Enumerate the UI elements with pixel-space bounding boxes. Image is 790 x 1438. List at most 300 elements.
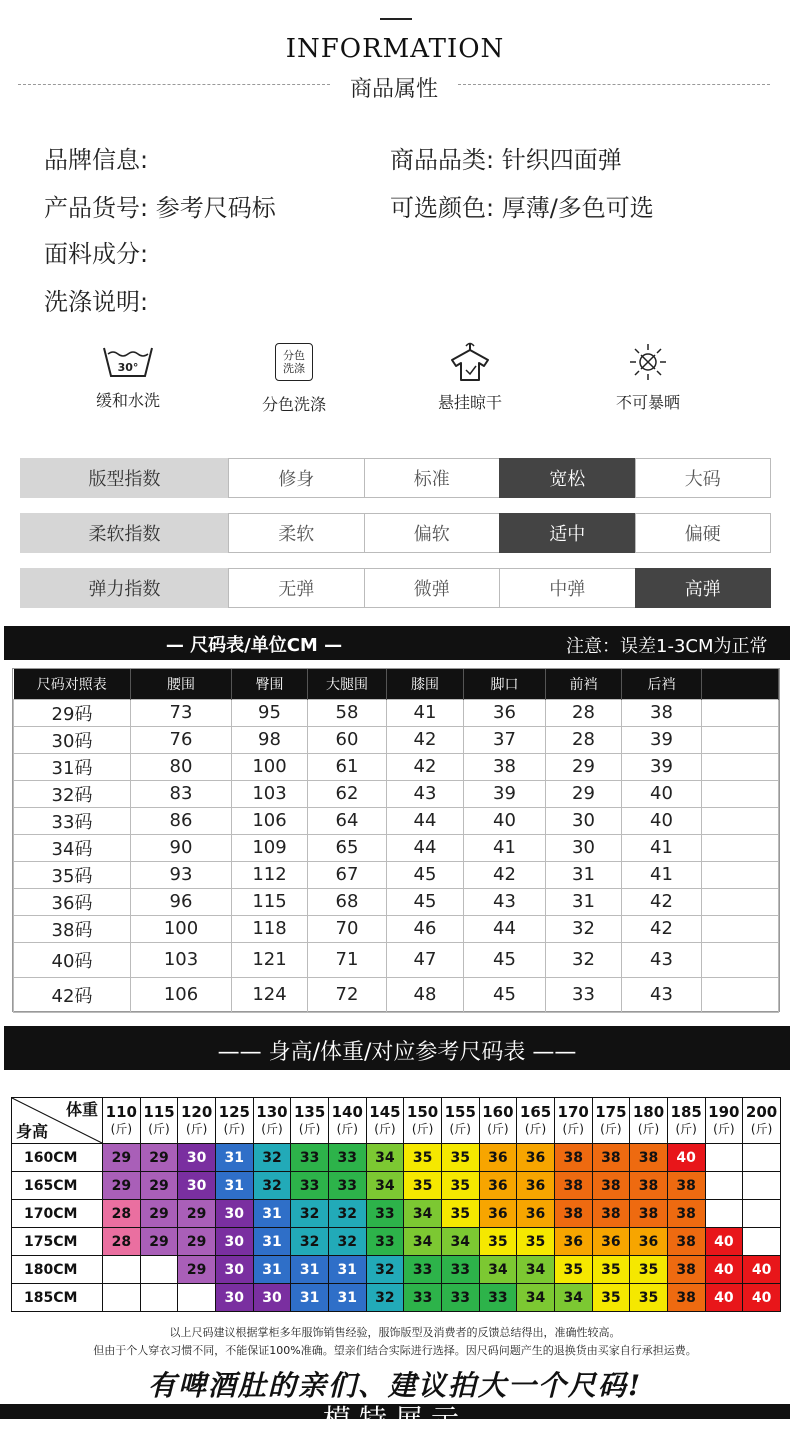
hw-size-cell: 34 [404,1228,442,1256]
hw-size-cell: 30 [215,1256,253,1284]
hw-weight-unit: (斤) [110,1121,133,1136]
hw-size-cell [705,1144,743,1172]
size-notes [0,1324,790,1360]
size-value-cell: 31 [546,888,622,915]
hw-weight-unit: (斤) [261,1121,283,1136]
size-col-header: 后裆 [622,669,702,699]
size-value-cell [702,807,779,834]
hw-corner-cell [12,1098,103,1144]
hw-size-cell: 29 [178,1200,216,1228]
size-value-cell: 45 [464,942,546,977]
size-value-cell [702,780,779,807]
hw-size-cell: 33 [291,1144,329,1172]
note-line: 以上尺码建议根据掌柜多年服饰销售经验，服饰版型及消费者的反馈总结得出，准确性较高。 [169,1326,621,1339]
slogan: 有啤酒肚的亲们、建议拍大一个尺码! [147,1369,643,1402]
size-table-header-row [14,669,779,699]
index-option-selected: 宽松 [499,458,636,498]
hw-size-cell: 31 [291,1284,329,1312]
size-value-cell: 40 [622,780,702,807]
size-table-row [14,726,779,753]
hw-size-cell: 38 [630,1144,668,1172]
size-value-cell: 39 [464,780,546,807]
index-row-softness [20,513,771,553]
hw-size-cell: 36 [517,1200,555,1228]
hw-weight-value: 175 [595,1102,627,1121]
hw-size-cell: 36 [554,1228,592,1256]
hw-table-row [12,1144,781,1172]
size-col-header: 臀围 [232,669,308,699]
hw-height-cell: 175CM [12,1228,103,1256]
hw-size-cell: 34 [366,1172,404,1200]
attr-colors: 可选颜色: 厚薄/多色可选 [390,194,654,222]
size-value-cell: 42 [622,915,702,942]
hw-size-cell: 35 [441,1144,479,1172]
hw-chart-title: —— 身高/体重/对应参考尺码表 —— [217,1040,577,1065]
size-table-row [14,699,779,726]
hw-weight-value: 115 [143,1102,175,1121]
hw-size-cell [103,1284,141,1312]
hw-size-cell: 38 [667,1228,705,1256]
hw-size-cell: 32 [366,1256,404,1284]
hw-weight-header [140,1098,178,1144]
size-value-cell: 45 [387,861,464,888]
size-value-cell: 64 [308,807,387,834]
hw-weight-value: 125 [218,1102,250,1121]
hw-table-row [12,1228,781,1256]
hw-size-cell: 35 [441,1172,479,1200]
hw-weight-unit: (斤) [750,1121,773,1136]
size-value-cell: 47 [387,942,464,977]
hw-size-cell: 31 [328,1284,366,1312]
hw-size-cell: 30 [178,1172,216,1200]
size-value-cell: 42 [387,726,464,753]
size-value-cell: 43 [622,942,702,977]
hw-weight-value: 145 [369,1102,401,1121]
hw-size-cell: 35 [404,1144,442,1172]
hw-weight-value: 140 [331,1102,363,1121]
hw-weight-unit: (斤) [562,1121,584,1136]
hw-weight-header [441,1098,479,1144]
hw-weight-unit: (斤) [148,1121,170,1136]
size-value-cell: 29 [546,780,622,807]
size-value-cell: 73 [131,699,232,726]
hw-weight-header [592,1098,630,1144]
hw-weight-value: 110 [105,1102,137,1121]
size-value-cell: 106 [131,977,232,1012]
hw-table-body [12,1144,781,1312]
hw-size-cell: 40 [743,1284,781,1312]
hw-size-cell [743,1228,781,1256]
size-value-cell: 44 [387,807,464,834]
index-option: 修身 [228,458,365,498]
hw-weight-value: 155 [444,1102,476,1121]
hw-size-cell: 33 [328,1172,366,1200]
size-value-cell: 29 [546,753,622,780]
hw-height-cell: 185CM [12,1284,103,1312]
size-value-cell: 38 [622,699,702,726]
index-option: 大码 [635,458,772,498]
header-title-en: INFORMATION [285,34,505,64]
hw-size-cell: 28 [103,1200,141,1228]
hw-size-cell: 30 [178,1144,216,1172]
hw-size-cell: 38 [667,1284,705,1312]
hw-weight-value: 200 [745,1102,778,1121]
hw-size-cell: 38 [630,1172,668,1200]
hw-size-cell [103,1256,141,1284]
size-value-cell: 41 [387,699,464,726]
hw-size-cell [743,1200,781,1228]
size-value-cell: 42 [622,888,702,915]
size-value-cell [702,861,779,888]
size-value-cell: 98 [232,726,308,753]
header-title-cn: 商品属性 [349,77,438,102]
hw-size-cell: 34 [366,1144,404,1172]
hw-size-cell: 35 [479,1228,517,1256]
attr-category: 商品品类: 针织四面弹 [390,146,622,174]
hw-height-cell: 165CM [12,1172,103,1200]
wash-label: 分色洗涤 [261,395,326,414]
hw-size-cell [743,1144,781,1172]
size-label-cell: 30码 [14,726,131,753]
bottom-banner [0,1403,790,1436]
hw-table-row [12,1200,781,1228]
size-label-cell: 33码 [14,807,131,834]
hw-size-cell: 31 [328,1256,366,1284]
hw-weight-unit: (斤) [298,1121,321,1136]
wash-label: 不可暴晒 [615,393,680,412]
size-value-cell: 58 [308,699,387,726]
size-value-cell: 67 [308,861,387,888]
hw-size-cell [743,1172,781,1200]
hw-size-cell: 31 [291,1256,329,1284]
hw-size-cell: 35 [554,1256,592,1284]
size-value-cell: 109 [232,834,308,861]
size-col-header: 脚口 [464,669,546,699]
size-label-cell: 31码 [14,753,131,780]
index-option: 无弹 [228,568,365,608]
hw-weight-header [479,1098,517,1144]
hw-weight-unit: (斤) [675,1121,697,1136]
index-name: 版型指数 [20,458,229,498]
hw-size-cell: 32 [253,1172,291,1200]
size-value-cell: 80 [131,753,232,780]
size-label-cell: 34码 [14,834,131,861]
size-value-cell: 43 [464,888,546,915]
hw-size-cell: 38 [592,1200,630,1228]
attr-fabric: 面料成分: [44,240,149,268]
size-value-cell: 40 [464,807,546,834]
bottom-banner-text: 模特展示 [322,1403,467,1436]
hw-size-cell: 30 [215,1228,253,1256]
hw-size-cell: 35 [630,1256,668,1284]
size-value-cell: 118 [232,915,308,942]
hw-size-cell: 34 [554,1284,592,1312]
size-value-cell: 83 [131,780,232,807]
size-value-cell: 76 [131,726,232,753]
size-col-header: 前裆 [546,669,622,699]
size-table-row [14,861,779,888]
hw-size-cell [705,1200,743,1228]
index-option: 中弹 [499,568,636,608]
index-option: 微弹 [364,568,501,608]
hw-size-cell [140,1256,178,1284]
size-value-cell: 124 [232,977,308,1012]
size-value-cell [702,942,779,977]
size-label-cell: 32码 [14,780,131,807]
hw-weight-value: 150 [406,1102,439,1121]
wash-item-gentle [58,340,198,411]
hw-corner-height: 身高 [16,1122,49,1141]
hw-size-cell: 36 [479,1200,517,1228]
hw-size-cell: 29 [103,1144,141,1172]
attr-brand: 品牌信息: [44,146,149,174]
hw-weight-header [743,1098,781,1144]
size-value-cell: 28 [546,726,622,753]
size-value-cell: 30 [546,807,622,834]
hw-size-cell: 33 [366,1228,404,1256]
wash-item-no-sun [578,340,718,413]
size-value-cell [702,834,779,861]
size-table-row [14,834,779,861]
header-divider [380,18,412,20]
hw-size-cell: 33 [366,1200,404,1228]
hw-size-cell: 33 [291,1172,329,1200]
hw-weight-value: 180 [632,1102,665,1121]
size-value-cell: 32 [546,942,622,977]
hw-size-cell: 36 [479,1172,517,1200]
size-value-cell: 42 [387,753,464,780]
hw-size-cell: 29 [178,1228,216,1256]
index-name: 弹力指数 [20,568,229,608]
hw-weight-header [178,1098,216,1144]
size-label-cell: 35码 [14,861,131,888]
hw-table-header-row [12,1098,781,1144]
hw-weight-unit: (斤) [185,1121,208,1136]
size-value-cell: 45 [464,977,546,1012]
size-chart-note: 注意：误差1-3CM为正常 [566,636,768,657]
hw-size-cell: 35 [592,1284,630,1312]
hw-weight-header [667,1098,705,1144]
hw-weight-unit: (斤) [524,1121,547,1136]
attr-item-no: 产品货号: 参考尺码标 [44,194,276,222]
hw-weight-header [554,1098,592,1144]
hw-weight-value: 135 [293,1102,326,1121]
index-name: 柔软指数 [20,513,229,553]
hw-size-cell: 30 [215,1200,253,1228]
hw-weight-header [517,1098,555,1144]
size-value-cell: 46 [387,915,464,942]
size-value-cell: 41 [622,834,702,861]
hw-size-cell: 29 [140,1228,178,1256]
hw-size-cell: 38 [592,1172,630,1200]
hw-height-cell: 180CM [12,1256,103,1284]
size-value-cell: 68 [308,888,387,915]
size-col-header [702,669,779,699]
hw-size-cell: 29 [140,1200,178,1228]
size-value-cell: 121 [232,942,308,977]
hw-size-cell: 33 [479,1284,517,1312]
hw-size-cell: 31 [253,1228,291,1256]
size-col-header: 大腿围 [308,669,387,699]
size-value-cell: 44 [387,834,464,861]
size-value-cell: 36 [464,699,546,726]
hw-size-cell: 38 [554,1200,592,1228]
hw-size-cell: 33 [441,1284,479,1312]
size-value-cell: 43 [622,977,702,1012]
index-option-selected: 适中 [499,513,636,553]
hw-size-cell [140,1284,178,1312]
hw-weight-unit: (斤) [374,1121,396,1136]
hw-size-cell: 33 [441,1256,479,1284]
attr-washing: 洗涤说明: [44,288,149,316]
no-sun-icon [578,340,718,384]
hw-size-cell: 30 [253,1284,291,1312]
hw-size-cell: 31 [253,1256,291,1284]
hw-size-cell: 38 [592,1144,630,1172]
index-option: 偏硬 [635,513,772,553]
size-value-cell: 60 [308,726,387,753]
size-chart-header-bar [4,626,790,660]
size-value-cell [702,699,779,726]
size-value-cell: 41 [464,834,546,861]
size-table [13,669,779,1013]
hw-size-cell: 34 [479,1256,517,1284]
size-value-cell: 38 [464,753,546,780]
hw-size-cell: 40 [743,1256,781,1284]
size-table-row [14,753,779,780]
size-value-cell: 48 [387,977,464,1012]
hw-weight-unit: (斤) [713,1121,735,1136]
size-label-cell: 36码 [14,888,131,915]
size-table-body [14,699,779,1012]
hw-size-cell: 29 [140,1172,178,1200]
hw-size-cell: 36 [517,1144,555,1172]
size-value-cell: 62 [308,780,387,807]
hw-weight-value: 185 [670,1102,702,1121]
hw-size-cell: 29 [140,1144,178,1172]
hw-size-cell: 40 [667,1144,705,1172]
size-value-cell: 43 [387,780,464,807]
hw-size-cell: 35 [404,1172,442,1200]
hw-table-row [12,1284,781,1312]
hw-size-cell: 33 [404,1256,442,1284]
wash-item-hang [400,340,540,413]
hw-weight-header [253,1098,291,1144]
size-value-cell: 112 [232,861,308,888]
hw-table-row [12,1256,781,1284]
size-value-cell: 65 [308,834,387,861]
size-table-row [14,888,779,915]
hw-size-cell: 32 [328,1228,366,1256]
hw-weight-unit: (斤) [411,1121,434,1136]
hw-size-cell: 33 [404,1284,442,1312]
hw-size-cell: 34 [441,1228,479,1256]
size-value-cell: 61 [308,753,387,780]
hw-size-cell: 32 [253,1144,291,1172]
hw-size-cell: 34 [517,1256,555,1284]
hw-weight-header [705,1098,743,1144]
hw-weight-header [215,1098,253,1144]
hw-weight-value: 130 [256,1102,288,1121]
hw-size-cell: 35 [517,1228,555,1256]
size-value-cell: 90 [131,834,232,861]
size-value-cell [702,753,779,780]
size-value-cell: 28 [546,699,622,726]
size-value-cell: 100 [131,915,232,942]
size-table-row [14,942,779,977]
index-option: 标准 [364,458,501,498]
size-table-row [14,915,779,942]
size-value-cell: 30 [546,834,622,861]
hw-table [11,1097,781,1312]
hw-size-cell: 36 [479,1144,517,1172]
size-value-cell [702,915,779,942]
index-option: 柔软 [228,513,365,553]
size-col-header: 膝围 [387,669,464,699]
hw-weight-value: 165 [519,1102,552,1121]
size-value-cell: 100 [232,753,308,780]
hw-size-cell: 29 [103,1172,141,1200]
hw-weight-header [366,1098,404,1144]
hw-size-cell [705,1172,743,1200]
hw-size-cell: 38 [667,1172,705,1200]
hw-size-cell: 36 [517,1172,555,1200]
index-row-fit [20,458,771,498]
size-value-cell: 32 [546,915,622,942]
hw-size-cell: 33 [328,1144,366,1172]
hw-size-cell: 32 [328,1200,366,1228]
hw-table-row [12,1172,781,1200]
hw-size-cell: 31 [215,1172,253,1200]
hw-size-cell: 38 [630,1200,668,1228]
size-col-header: 尺码对照表 [14,669,131,699]
size-value-cell: 93 [131,861,232,888]
hw-size-cell: 32 [366,1284,404,1312]
size-chart-title: — 尺码表/单位CM — [165,635,343,656]
size-value-cell: 106 [232,807,308,834]
size-value-cell [702,977,779,1012]
hw-size-cell: 34 [517,1284,555,1312]
svg-text:30°: 30° [117,361,139,374]
hw-size-cell: 35 [592,1256,630,1284]
size-value-cell: 103 [232,780,308,807]
hw-size-cell: 40 [705,1228,743,1256]
hw-weight-unit: (斤) [223,1121,245,1136]
hw-size-cell: 35 [630,1284,668,1312]
hw-size-cell: 31 [215,1144,253,1172]
size-label-cell: 29码 [14,699,131,726]
hw-weight-unit: (斤) [336,1121,358,1136]
hw-corner-weight: 体重 [65,1100,98,1119]
size-value-cell: 33 [546,977,622,1012]
index-option: 偏软 [364,513,501,553]
hw-weight-value: 120 [180,1102,213,1121]
hw-size-cell: 38 [554,1172,592,1200]
header-dashed-line-left [18,84,330,85]
hw-chart-header-bar [4,1026,790,1070]
size-value-cell: 31 [546,861,622,888]
size-value-cell: 45 [387,888,464,915]
hw-weight-header [404,1098,442,1144]
size-label-cell: 38码 [14,915,131,942]
hw-weight-value: 190 [708,1102,740,1121]
separate-wash-icon: 分色洗涤 [224,340,364,384]
wash-30-icon [58,340,198,384]
hw-weight-header [291,1098,329,1144]
hw-size-cell: 32 [291,1228,329,1256]
hw-weight-header [630,1098,668,1144]
size-value-cell: 39 [622,753,702,780]
